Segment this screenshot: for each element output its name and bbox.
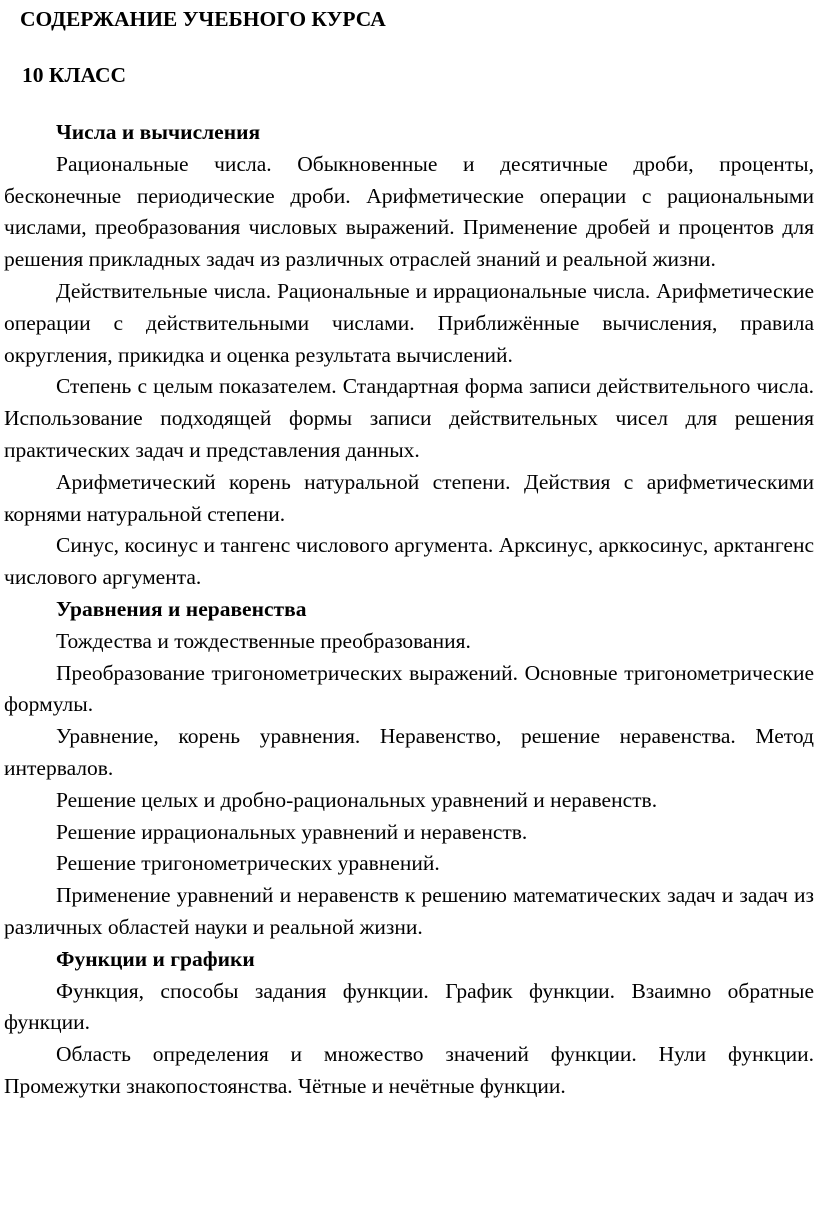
- paragraph: Синус, косинус и тангенс числового аргумента. Арксинус, арккосинус, арктангенс числового аргумента.: [4, 533, 814, 590]
- paragraph: Решение иррациональных уравнений и неравенств.: [56, 819, 528, 844]
- paragraph: Действительные числа. Рациональные и иррациональные числа. Арифметические операции с действительными числами. Приближённые вычисления, правила округления, прикидка и оценка результата вычислений.: [4, 278, 814, 367]
- paragraph: Применение уравнений и неравенств к решению математических задач и задач из различных областей науки и реальной жизни.: [4, 883, 814, 939]
- paragraph: Рациональные числа. Обыкновенные и десятичные дроби, проценты, бесконечные периодические дроби. Арифметические операции с рациональными числами, преобразования числовых выражений. Применение дробей и процентов для решения прикладных задач из различных отраслей знаний и реальной жизни.: [4, 151, 814, 272]
- paragraph: Область определения и множество значений функции. Нули функции. Промежутки знакопостоянства. Чётные и нечётные функции.: [4, 1042, 814, 1098]
- paragraph: Решение тригонометрических уравнений.: [56, 851, 440, 876]
- paragraph: Уравнение, корень уравнения. Неравенство, решение неравенства. Метод интервалов.: [4, 724, 814, 780]
- section-heading: Функции и графики: [56, 946, 255, 971]
- document-body: [4, 117, 814, 1103]
- paragraph: Арифметический корень натуральной степени. Действия с арифметическими корнями натуральной степени.: [4, 469, 814, 526]
- paragraph: Тождества и тождественные преобразования.: [56, 628, 471, 653]
- paragraph: Решение целых и дробно-рациональных уравнений и неравенств.: [56, 787, 658, 812]
- paragraph: Преобразование тригонометрических выражений. Основные тригонометрические формулы.: [4, 660, 814, 717]
- section-heading: Уравнения и неравенства: [56, 596, 307, 621]
- document-title: СОДЕРЖАНИЕ УЧЕБНОГО КУРСА: [20, 7, 386, 31]
- paragraph: Функция, способы задания функции. График функции. Взаимно обратные функции.: [4, 978, 814, 1035]
- grade-heading: 10 КЛАСС: [22, 63, 126, 87]
- section-heading: Числа и вычисления: [56, 120, 261, 144]
- paragraph: Степень с целым показателем. Стандартная форма записи действительного числа. Использование подходящей формы записи действительных чисел для решения практических задач и представления данных.: [4, 374, 814, 462]
